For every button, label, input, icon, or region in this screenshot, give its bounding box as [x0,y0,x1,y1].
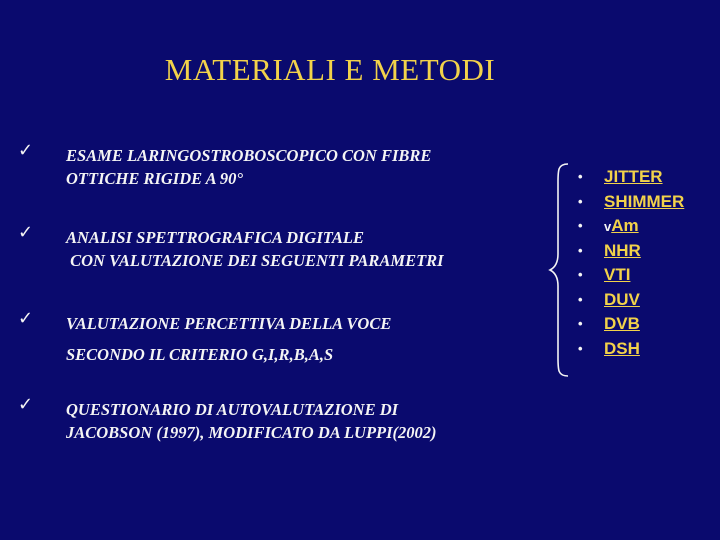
parameter-item [578,337,684,362]
bullet-icon: • [578,242,583,258]
check-icon: ✓ [18,308,34,329]
parameter-item [578,214,684,239]
parameter-label: DSH [604,338,640,358]
parameter-item [578,312,684,337]
slide-title: MATERIALI E METODI [164,52,496,87]
bullet-icon: • [578,340,583,356]
parameter-label: VTI [604,265,631,284]
bullet-icon: • [578,291,583,307]
parameter-label: NHR [604,240,641,260]
list-item-spectro [66,226,444,272]
list-item-laryngo [66,144,431,190]
parameter-item [578,263,684,288]
bullet-icon: • [578,316,583,331]
item-line: ANALISI SPETTROGRAFICA DIGITALE [66,228,364,247]
item-line: QUESTIONARIO DI AUTOVALUTAZIONE DI [66,400,399,419]
parameter-label: DVB [604,314,640,333]
check-icon: ✓ [18,140,34,161]
curly-brace-icon [548,162,570,378]
parameter-label: JITTER [604,167,663,186]
check-icon: ✓ [18,394,34,415]
bullet-icon: • [578,218,583,233]
parameter-item [578,190,684,215]
item-line: SECONDO IL CRITERIO G,I,R,B,A,S [66,345,334,364]
item-line: ESAME LARINGOSTROBOSCOPICO CON FIBRE [66,146,432,165]
item-line: VALUTAZIONE PERCETTIVA DELLA VOCE [66,314,392,333]
check-icon: ✓ [18,222,34,243]
list-item-perceptive [66,312,391,366]
parameter-label: DUV [604,289,640,309]
item-line: JACOBSON (1997), MODIFICATO DA LUPPI(2002) [66,423,437,442]
item-line: CON VALUTAZIONE DEI SEGUENTI PARAMETRI [66,251,444,270]
item-line: OTTICHE RIGIDE A 90° [66,169,243,188]
parameter-label: SHIMMER [604,191,685,211]
parameter-label: Am [611,216,639,235]
parameter-item [578,239,684,264]
bullet-icon: • [578,193,583,209]
parameter-item [578,165,684,190]
list-item-questionnaire [66,398,437,444]
bullet-icon: • [578,169,583,184]
parameters-list [578,165,684,361]
parameter-item [578,288,684,313]
bullet-icon: • [578,267,583,282]
parameter-prefix: v [604,219,612,234]
